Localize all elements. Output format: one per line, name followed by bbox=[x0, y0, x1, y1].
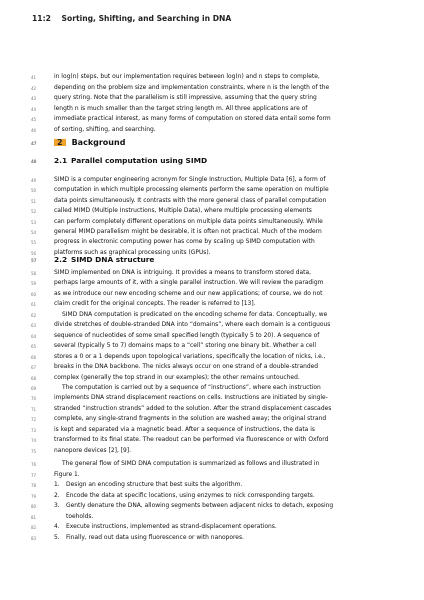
list-item-number: 5. bbox=[54, 533, 60, 541]
line-number: 47 bbox=[31, 141, 37, 146]
list-item-text: toeholds. bbox=[66, 512, 94, 520]
page-number: 11:2 bbox=[32, 14, 51, 23]
line-number: 77 bbox=[31, 472, 37, 478]
line-text: several (typically 5 to 7) domains maps to a “cell” storing one binary bit. Whether a cell bbox=[54, 342, 317, 350]
line-number: 53 bbox=[31, 219, 37, 225]
line-number: 66 bbox=[31, 354, 37, 360]
line-number: 55 bbox=[31, 240, 37, 246]
line-text: can perform completely different operations on multiple data points simultaneously. While bbox=[54, 217, 323, 225]
line-number: 79 bbox=[31, 493, 37, 499]
line-number: 52 bbox=[31, 209, 37, 215]
list-item-text-wrap bbox=[54, 534, 244, 541]
subsection-title: Parallel computation using SIMD bbox=[71, 156, 208, 165]
list-item-text: Design an encoding structure that best suits the algorithm. bbox=[66, 481, 243, 488]
running-header bbox=[32, 14, 231, 23]
line-text: complex (generally the top strand in our examples); the other remains untouched. bbox=[54, 373, 300, 381]
line-text: breaks in the DNA backbone. The nicks always occur on one strand of a double-stranded bbox=[54, 363, 319, 371]
list-item-number: 4. bbox=[54, 523, 60, 530]
list-item-number: 3. bbox=[54, 502, 60, 509]
line-number: 72 bbox=[31, 417, 37, 423]
line-number: 64 bbox=[31, 333, 37, 339]
line-text: length n is much smaller than the target string length m. All three applications are of bbox=[54, 104, 308, 112]
line-number: 62 bbox=[31, 312, 37, 318]
line-number: 48 bbox=[31, 159, 37, 164]
line-number: 82 bbox=[31, 525, 37, 530]
line-number: 56 bbox=[31, 250, 37, 256]
line-number: 74 bbox=[31, 438, 37, 444]
line-number: 59 bbox=[31, 281, 37, 287]
line-number: 76 bbox=[31, 462, 37, 467]
line-text: computation in which multiple processing elements perform the same operation on multiple bbox=[54, 186, 329, 194]
subsection-number: 2.2 bbox=[54, 255, 68, 264]
line-text: transformed to its final state. The readout can be performed via fluorescence or with Oxford bbox=[54, 436, 329, 444]
list-item-text-wrap bbox=[54, 481, 242, 488]
line-number: 57 bbox=[31, 258, 37, 263]
line-number: 63 bbox=[31, 323, 37, 329]
line-text: complete, any single-strand fragments in the solution are washed away; the original strand bbox=[54, 415, 327, 423]
list-item-text: Execute instructions, implemented as strand-displacement operations. bbox=[66, 523, 277, 530]
line-text: The general flow of SIMD DNA computation is summarized as follows and illustrated in bbox=[62, 460, 320, 467]
list-item-text-wrap bbox=[54, 502, 333, 509]
line-number: 49 bbox=[31, 178, 37, 183]
subsection-title-wrap bbox=[54, 256, 154, 263]
line-number: 45 bbox=[31, 117, 37, 123]
line-text: Figure 1. bbox=[54, 470, 80, 478]
line-text: sequence of nucleotides of some small specified length (typically 5 to 20). A sequence of bbox=[54, 331, 320, 339]
line-text: query string. Note that the parallelism is still impressive, assuming that the query string bbox=[54, 94, 317, 102]
line-text: immediate practical interest, as many forms of computation on stored data entail some form bbox=[54, 115, 331, 123]
list-item-text-wrap bbox=[54, 523, 277, 530]
line-text: is kept and separated via a magnetic bead. After a sequence of instructions, the data is bbox=[54, 425, 315, 433]
list-item-text-wrap bbox=[54, 492, 315, 499]
line-number: 67 bbox=[31, 365, 37, 371]
line-number: 43 bbox=[31, 96, 37, 102]
subsection-title: SIMD DNA structure bbox=[71, 255, 155, 264]
list-item-text: Gently denature the DNA, allowing segments between adjacent nicks to detach, exposing bbox=[66, 502, 334, 509]
line-text: as we introduce our new encoding scheme and our new applications; of course, we do not bbox=[54, 289, 323, 297]
line-text: SIMD is a computer engineering acronym for Single Instruction, Multiple Data [6], a form of bbox=[54, 176, 326, 183]
line-number: 68 bbox=[31, 375, 37, 381]
line-number: 61 bbox=[31, 302, 37, 308]
line-text: called MIMD (Multiple Instructions, Multiple Data), where multiple processing elements bbox=[54, 207, 312, 215]
line-number: 58 bbox=[31, 271, 37, 276]
line-text: implements DNA strand displacement reactions on cells. Instructions are initiated by single- bbox=[54, 394, 328, 402]
line-text: depending on the problem size and implementation constraints, where n is the length of the bbox=[54, 83, 330, 91]
line-text: data points simultaneously. It contrasts with the more general class of parallel computation bbox=[54, 196, 327, 204]
line-text: of sorting, shifting, and searching. bbox=[54, 126, 156, 133]
list-item-text: Encode the data at specific locations, using enzymes to nick corresponding targets. bbox=[66, 491, 315, 499]
line-text: platforms such as graphical processing units (GPUs). bbox=[54, 248, 211, 256]
subsection-title-wrap bbox=[54, 157, 207, 164]
section-number: 2 bbox=[54, 139, 66, 146]
line-text: nanopore devices [2], [9]. bbox=[54, 446, 132, 454]
line-number: 46 bbox=[31, 128, 37, 133]
section-title: Background bbox=[71, 138, 126, 147]
line-number: 41 bbox=[31, 75, 37, 80]
subsection-number: 2.1 bbox=[54, 156, 68, 165]
line-number: 83 bbox=[31, 535, 37, 541]
line-text: perhaps large amounts of it, with a single parallel instruction. We will review the paradigm bbox=[54, 279, 324, 287]
line-number: 75 bbox=[31, 448, 37, 454]
line-number: 54 bbox=[31, 230, 37, 235]
line-text: SIMD implemented on DNA is intriguing. It provides a means to transform stored data, bbox=[54, 269, 312, 276]
section-title-wrap bbox=[54, 139, 125, 146]
line-text: stranded “instruction strands” added to the solution. After the strand displacement cascades bbox=[54, 404, 332, 412]
line-number: 78 bbox=[31, 483, 37, 488]
line-number: 42 bbox=[31, 85, 37, 91]
line-text: SIMD DNA computation is predicated on the encoding scheme for data. Conceptually, we bbox=[62, 310, 328, 318]
line-number: 69 bbox=[31, 385, 37, 391]
line-number: 65 bbox=[31, 344, 37, 350]
line-number: 50 bbox=[31, 188, 37, 194]
list-item-number: 1. bbox=[54, 481, 60, 488]
line-number: 70 bbox=[31, 396, 37, 402]
line-text: claim credit for the original concepts. The reader is referred to [13]. bbox=[54, 300, 256, 308]
line-text: general MIMD parallelism might be desirable, it is often not practical. Much of the modern bbox=[54, 228, 322, 235]
line-text: stores a 0 or a 1 depends upon topological variations, specifically the location of nicks, i.e., bbox=[54, 352, 326, 360]
line-text: in log(n) steps, but our implementation requires between log(n) and n steps to complete, bbox=[54, 73, 320, 80]
line-text: The computation is carried out by a sequence of “instructions”, where each instruction bbox=[62, 383, 321, 391]
line-number: 44 bbox=[31, 106, 37, 112]
line-text: divide stretches of double-stranded DNA into “domains”, where each domain is a contiguous bbox=[54, 321, 331, 329]
line-number: 51 bbox=[31, 198, 37, 204]
line-number: 80 bbox=[31, 504, 37, 509]
line-number: 60 bbox=[31, 291, 37, 297]
line-number: 81 bbox=[31, 514, 37, 520]
line-text: progress in electronic computing power has come by scaling up SIMD computation with bbox=[54, 238, 315, 246]
line-number: 71 bbox=[31, 406, 37, 412]
list-item-number: 2. bbox=[54, 491, 60, 499]
list-item-text: Finally, read out data using fluorescence or with nanopores. bbox=[66, 533, 244, 541]
line-number: 73 bbox=[31, 427, 37, 433]
running-title: Sorting, Shifting, and Searching in DNA bbox=[61, 14, 232, 23]
